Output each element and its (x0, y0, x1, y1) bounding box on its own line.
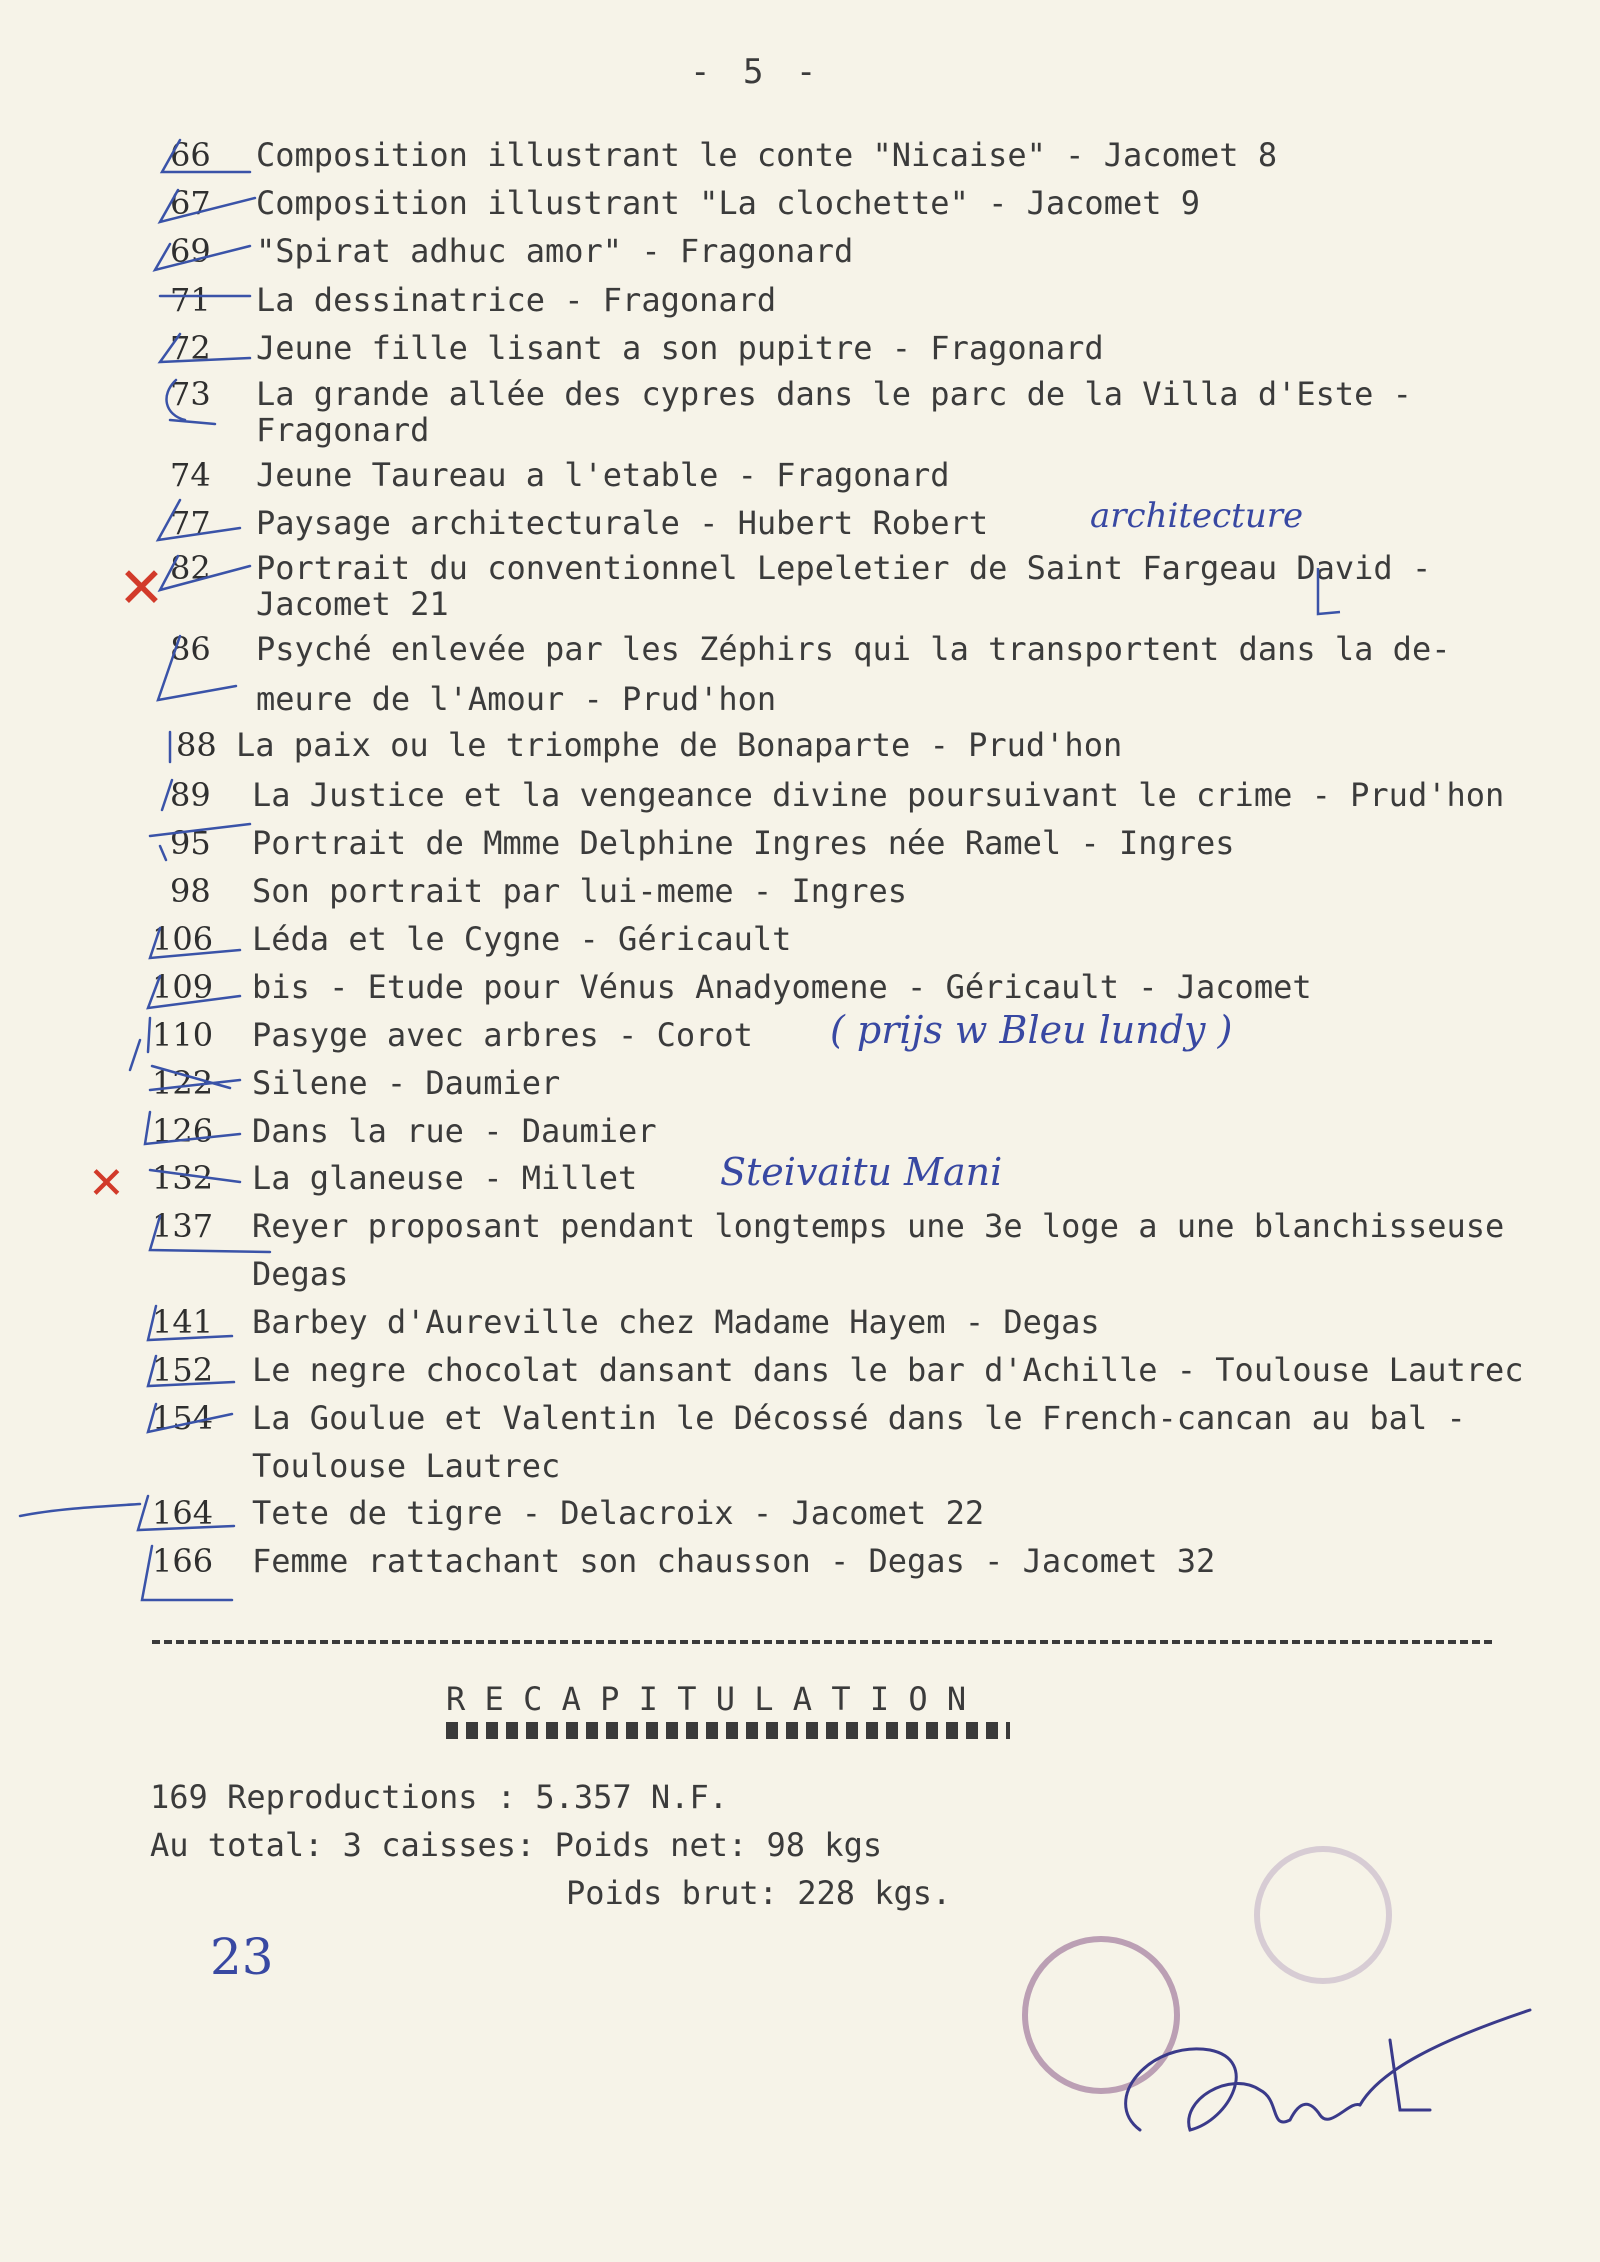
entry-title: Jeune fille lisant a son pupitre - Fragonard (256, 329, 1104, 367)
entry-title: Jeune Taureau a l'etable - Fragonard (256, 456, 950, 494)
entry-number: 86 (170, 630, 211, 668)
handwritten-note: architecture (1090, 496, 1304, 536)
entry-number: 152 (152, 1351, 214, 1389)
entry-title: La paix ou le triomphe de Bonaparte - Prud'hon (236, 726, 1123, 764)
handwritten-note: Steivaitu Mani (720, 1150, 1003, 1194)
entry-number: 166 (152, 1542, 214, 1580)
entry-title: Silene - Daumier (252, 1064, 561, 1102)
entry-number: 110 (152, 1016, 214, 1054)
entry-number: 71 (170, 281, 211, 319)
entry-title: "Spirat adhuc amor" - Fragonard (256, 232, 854, 270)
page-number: - 5 - (690, 52, 823, 92)
entry-title: Femme rattachant son chausson - Degas - Jacomet 32 (252, 1542, 1216, 1580)
entry-number: 109 (152, 968, 214, 1006)
recap-total-net: Au total: 3 caisses: Poids net: 98 kgs (150, 1826, 883, 1864)
entry-number: 77 (170, 504, 211, 542)
entry-number: 69 (170, 232, 211, 270)
entry-continuation: Degas (252, 1255, 349, 1293)
entry-number: 73 (170, 375, 211, 413)
entry-number: 82 (170, 549, 211, 587)
recap-total-gross: Poids brut: 228 kgs. (566, 1874, 952, 1912)
entry-title: Pasyge avec arbres - Corot (252, 1016, 753, 1054)
entry-number: 72 (170, 329, 211, 367)
entry-number: 122 (152, 1064, 214, 1102)
entry-continuation: Jacomet 21 (256, 585, 449, 623)
entry-title: La glaneuse - Millet (252, 1159, 638, 1197)
entry-title: Portrait du conventionnel Lepeletier de Saint Fargeau David - (256, 549, 1432, 587)
handwritten-note: ( prijs w Bleu lundy ) (830, 1008, 1233, 1052)
entry-number: 67 (170, 184, 211, 222)
entry-number: 88 (176, 726, 217, 764)
red-x-mark: ✕ (118, 556, 165, 621)
entry-number: 106 (152, 920, 214, 958)
entry-number: 74 (170, 456, 211, 494)
entry-title: Composition illustrant "La clochette" - Jacomet 9 (256, 184, 1201, 222)
entry-number: 126 (152, 1112, 214, 1150)
entry-number: 132 (152, 1159, 214, 1197)
entry-title: Portrait de Mmme Delphine Ingres née Ramel - Ingres (252, 824, 1235, 862)
entry-title: Paysage architecturale - Hubert Robert (256, 504, 989, 542)
entry-title: Le negre chocolat dansant dans le bar d'Achille - Toulouse Lautrec (252, 1351, 1524, 1389)
entry-title: La dessinatrice - Fragonard (256, 281, 777, 319)
entry-title: Psyché enlevée par les Zéphirs qui la transportent dans la de- (256, 630, 1451, 668)
section-divider (152, 1640, 1492, 1644)
entry-number: 137 (152, 1207, 214, 1245)
entry-title: Léda et le Cygne - Géricault (252, 920, 792, 958)
recap-title: R E C A P I T U L A T I O N (446, 1680, 967, 1718)
entry-number: 154 (152, 1399, 214, 1437)
entry-title: La Goulue et Valentin le Décossé dans le French-cancan au bal - (252, 1399, 1466, 1437)
entry-title: Son portrait par lui-meme - Ingres (252, 872, 908, 910)
entry-title: Tete de tigre - Delacroix - Jacomet 22 (252, 1494, 985, 1532)
entry-title: La grande allée des cypres dans le parc de la Villa d'Este - (256, 375, 1412, 413)
signature (1060, 1900, 1580, 2160)
entry-number: 89 (170, 776, 211, 814)
handwritten-page-total: 23 (210, 1928, 274, 1986)
entry-title: Dans la rue - Daumier (252, 1112, 657, 1150)
entry-number: 66 (170, 136, 211, 174)
entry-title: bis - Etude pour Vénus Anadyomene - Géricault - Jacomet (252, 968, 1312, 1006)
entry-continuation: Toulouse Lautrec (252, 1447, 561, 1485)
entry-number: 141 (152, 1303, 214, 1341)
entry-title: La Justice et la vengeance divine poursuivant le crime - Prud'hon (252, 776, 1505, 814)
entry-continuation: Fragonard (256, 411, 430, 449)
entry-continuation: meure de l'Amour - Prud'hon (256, 680, 777, 718)
entry-title: Composition illustrant le conte "Nicaise" - Jacomet 8 (256, 136, 1278, 174)
entry-number: 98 (170, 872, 211, 910)
recap-reproductions: 169 Reproductions : 5.357 N.F. (150, 1778, 728, 1816)
entry-title: Barbey d'Aureville chez Madame Hayem - Degas (252, 1303, 1100, 1341)
entry-title: Reyer proposant pendant longtemps une 3e loge a une blanchisseuse (252, 1207, 1505, 1245)
red-x-mark: ✕ (88, 1158, 125, 1209)
entry-number: 164 (152, 1494, 214, 1532)
entry-number: 95 (170, 824, 211, 862)
recap-underline (446, 1722, 1010, 1739)
